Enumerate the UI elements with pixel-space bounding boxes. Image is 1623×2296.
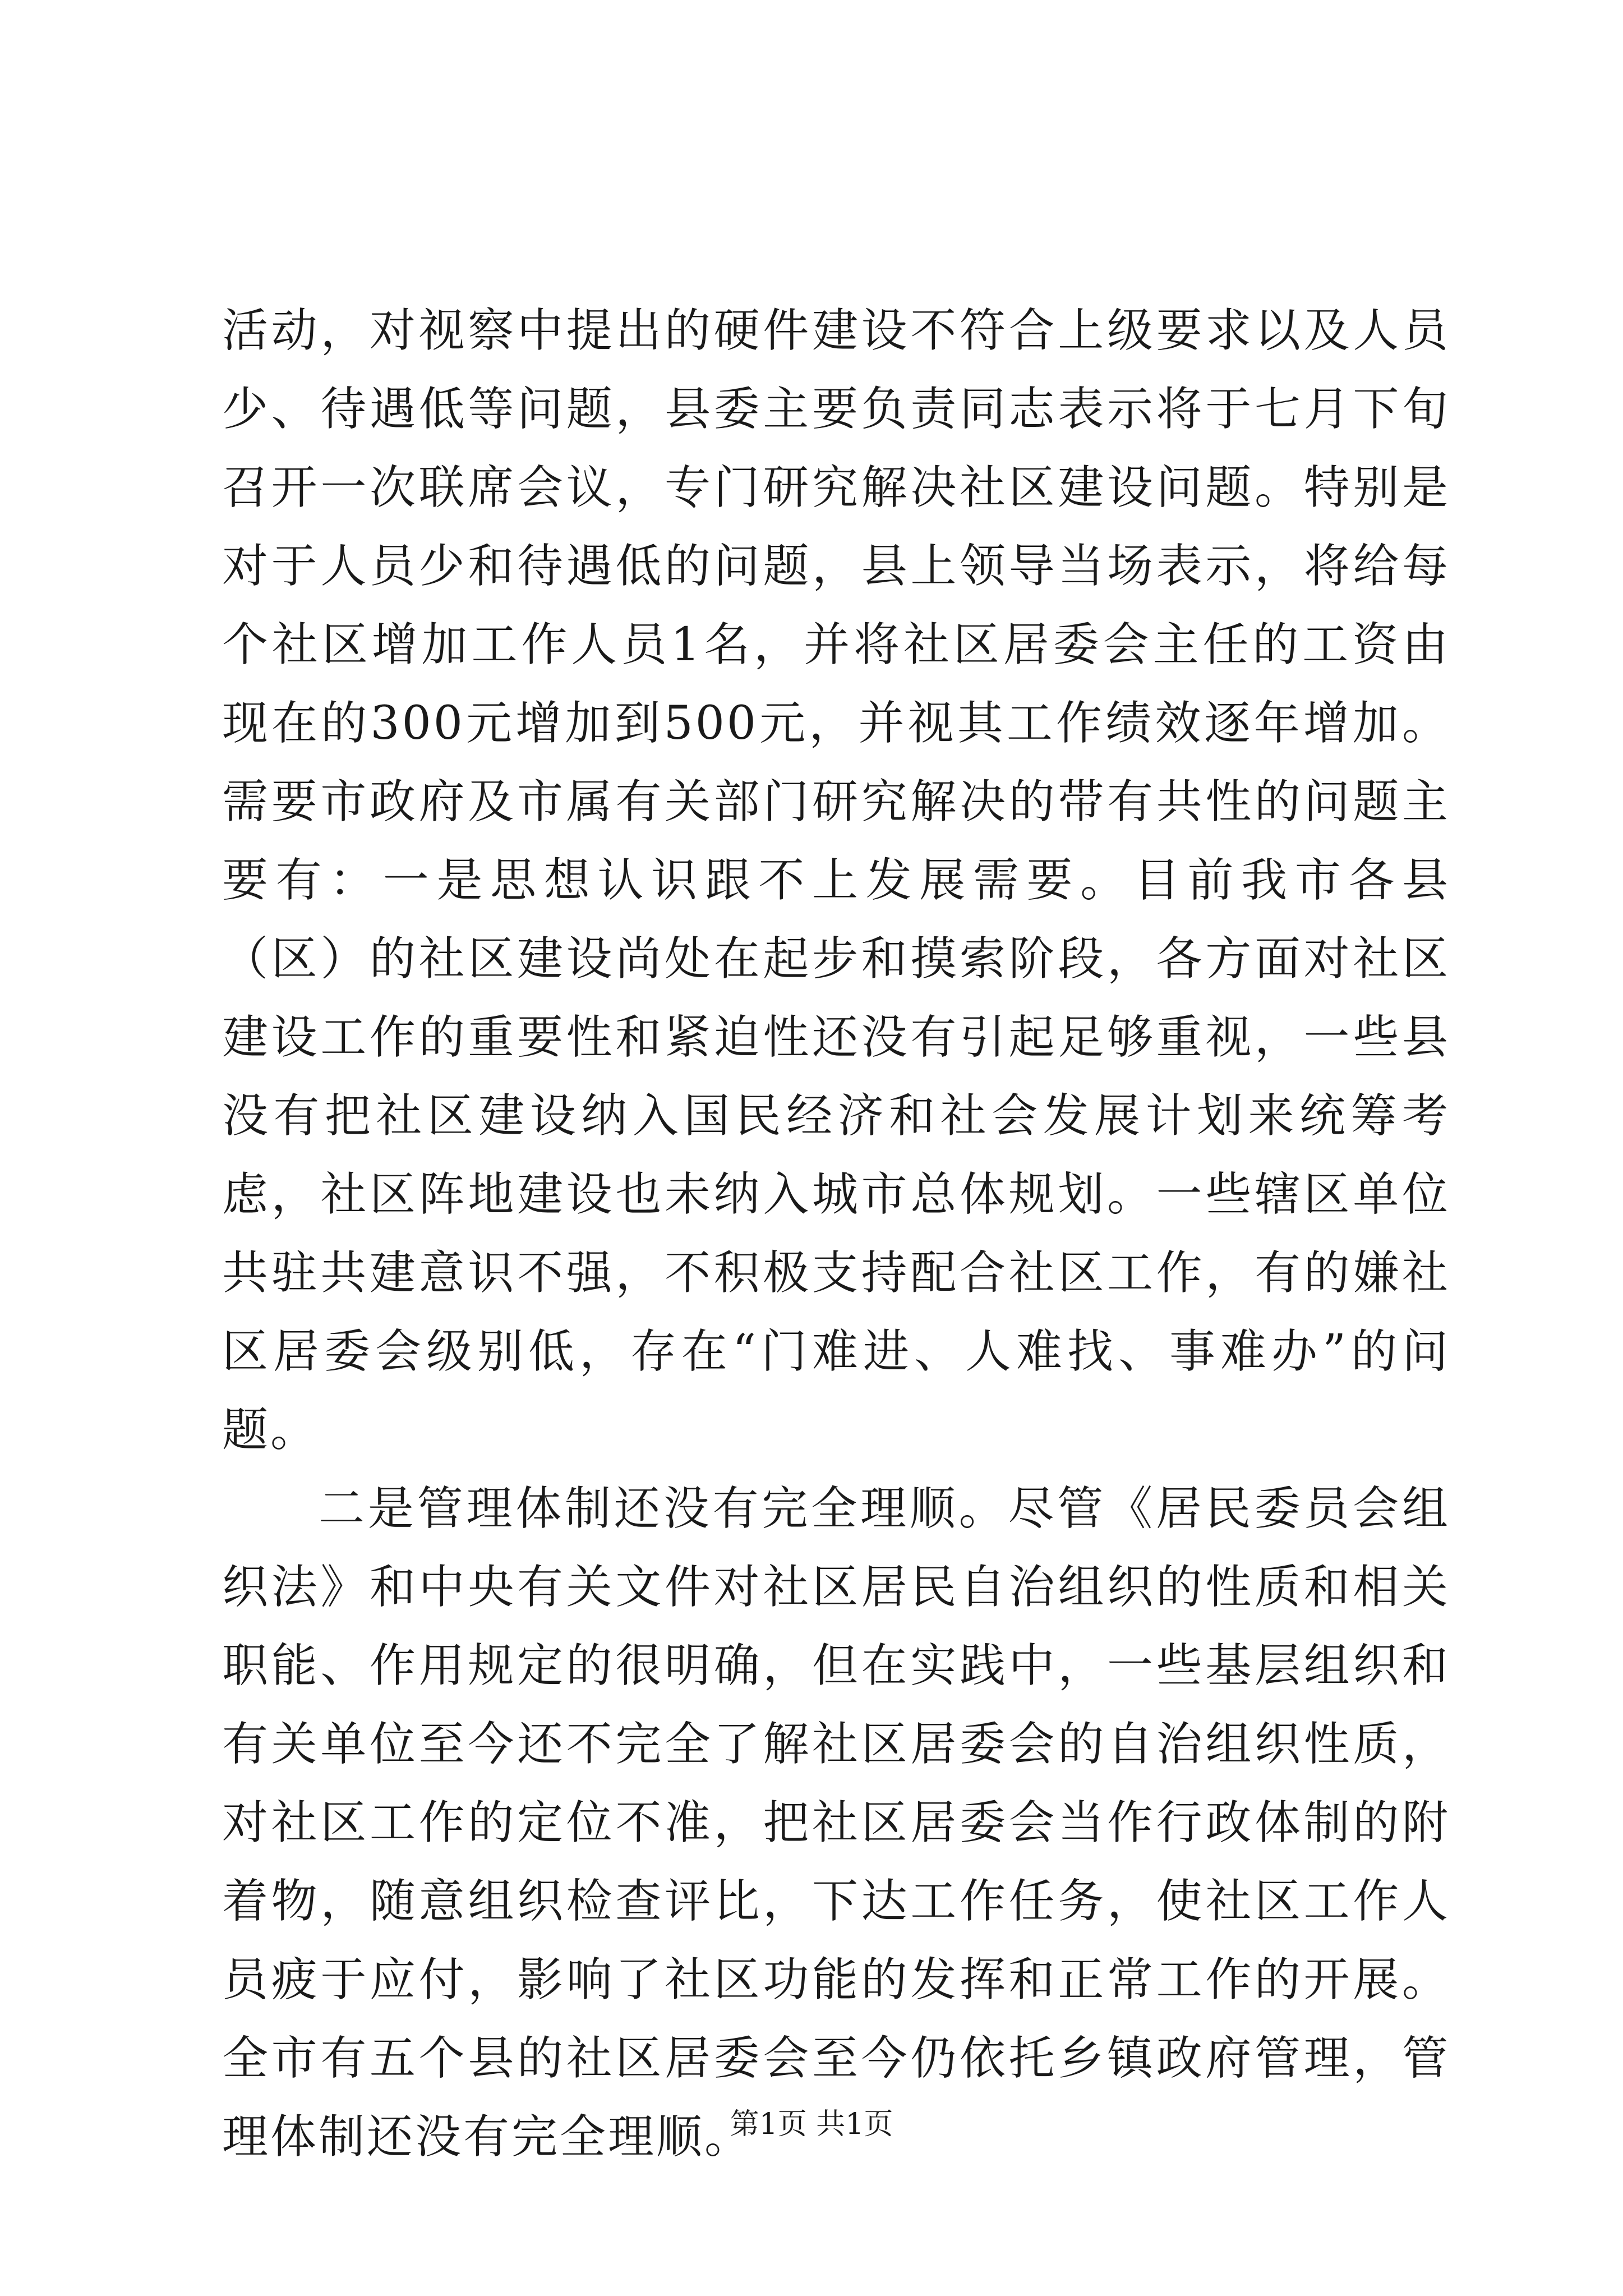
paragraph-continuation: 活动，对视察中提出的硬件建设不符合上级要求以及人员少、待遇低等问题，县委主要负责同志表示将于七月下旬召开一次联席会议，专门研究解决社区建设问题。特别是对于人员少和待遇低的问题，县上领导当场表示，将给每个社区增加工作人员1名，并将社区居委会主任的工资由现在的300元增加到500元，并视其工作绩效逐年增加。需要市政府及市属有关部门研究解决的带有共性的问题主要有：一是思想认识跟不上发展需要。目前我市各县（区）的社区建设尚处在起步和摸索阶段，各方面对社区建设工作的重要性和紧迫性还没有引起足够重视，一些县没有把社区建设纳入国民经济和社会发展计划来统筹考虑，社区阵地建设也未纳入城市总体规划。一些辖区单位共驻共建意识不强，不积极支持配合社区工作，有的嫌社区居委会级别低，存在“门难进、人难找、事难办”的问题。 [222, 304, 1450, 1457]
paragraph-management-system: 二是管理体制还没有完全理顺。尽管《居民委员会组织法》和中央有关文件对社区居民自治组织的性质和相关职能、作用规定的很明确，但在实践中，一些基层组织和有关单位至今还不完全了解社区居委会的自治组织性质，对社区工作的定位不准，把社区居委会当作行政体制的附着物，随意组织检查评比，下达工作任务，使社区工作人员疲于应付，影响了社区功能的发挥和正常工作的开展。全市有五个县的社区居委会至今仍依托乡镇政府管理，管理体制还没有完全理顺。 [222, 1482, 1450, 2164]
document-body [222, 292, 1450, 2177]
page-footer: 第1页 共1页 [730, 2108, 893, 2141]
